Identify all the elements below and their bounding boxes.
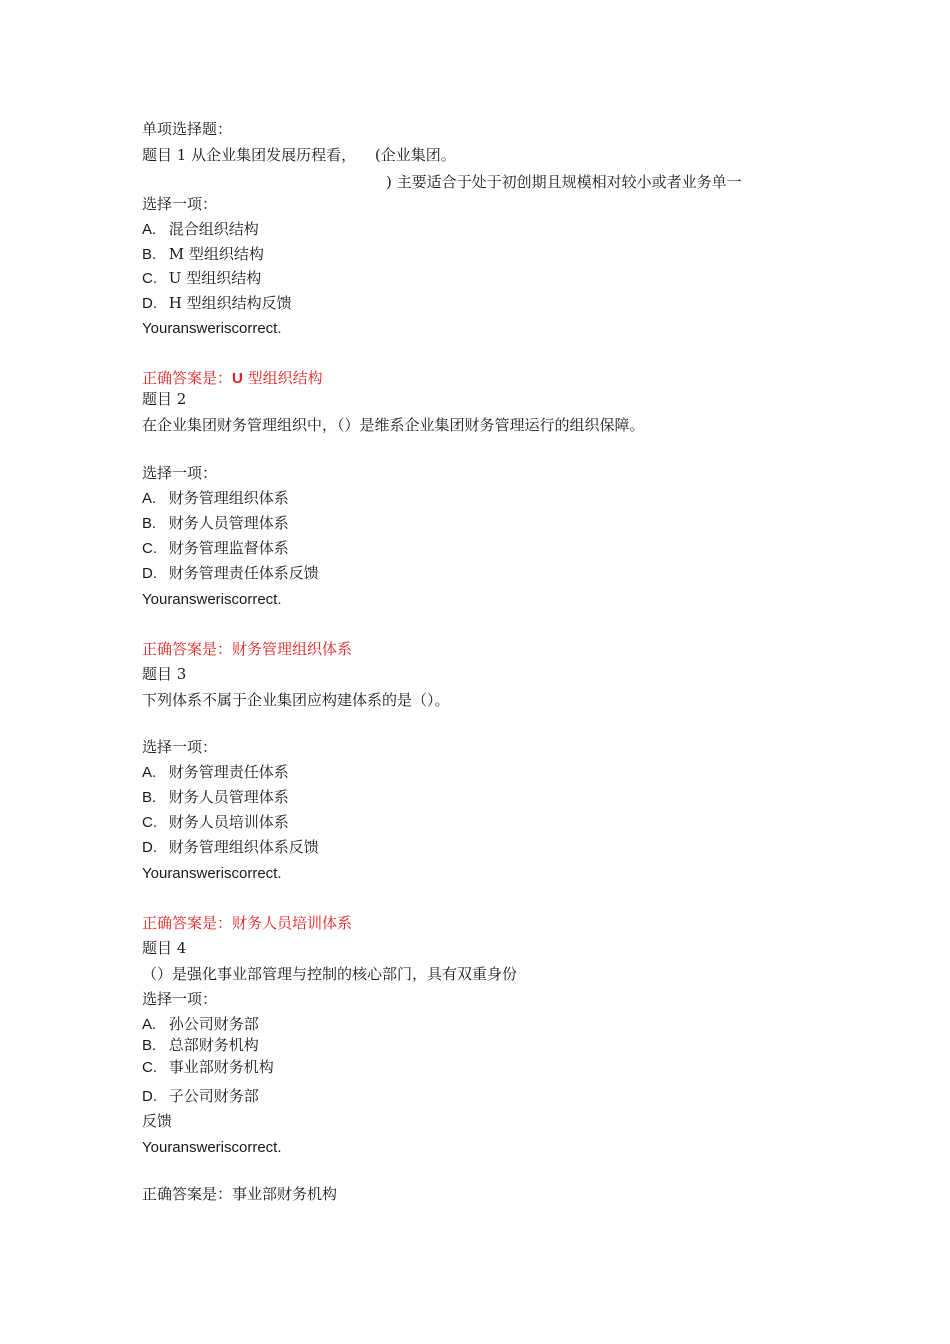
question-1-option-a[interactable] (142, 219, 259, 240)
question-2-choose-label: 选择一项： (142, 464, 218, 482)
option-letter: C. (142, 1059, 157, 1076)
option-text: H 型组织结构反馈 (168, 294, 292, 312)
option-text: 财务管理责任体系 (168, 763, 289, 781)
question-3-option-c[interactable] (142, 812, 289, 833)
option-text: 总部财务机构 (168, 1036, 259, 1054)
option-letter: B. (142, 1037, 157, 1054)
answer-latin: U (232, 370, 243, 387)
question-3-correct-answer: 正确答案是：财务人员培训体系 (142, 914, 353, 932)
question-3-title: 题目 3 (142, 665, 187, 683)
question-2-feedback: Youransweriscorrect. (142, 591, 282, 608)
question-4-option-d[interactable] (142, 1086, 259, 1107)
question-3-feedback: Youransweriscorrect. (142, 865, 282, 882)
question-4-option-b[interactable] (142, 1035, 259, 1056)
option-letter: C. (142, 814, 157, 831)
question-1-title-tail: (企业集团。 (374, 146, 456, 164)
question-2-correct-answer: 正确答案是：财务管理组织体系 (142, 640, 353, 658)
question-1-feedback: Youransweriscorrect. (142, 320, 282, 337)
option-letter: C. (142, 270, 157, 287)
question-2-option-d[interactable] (142, 563, 319, 584)
option-letter: D. (142, 565, 157, 582)
question-2-title: 题目 2 (142, 390, 187, 408)
question-4-choose-label: 选择一项： (142, 990, 218, 1008)
question-4-option-a[interactable] (142, 1014, 259, 1035)
question-2-option-b[interactable] (142, 513, 289, 534)
question-1-choose-label: 选择一项： (142, 195, 218, 213)
question-3-choose-label: 选择一项： (142, 738, 218, 756)
option-text: 财务人员培训体系 (168, 813, 289, 831)
question-3-option-d[interactable] (142, 837, 319, 858)
question-1-title-text: 题目 1 从企业集团发展历程看， (142, 146, 357, 164)
option-text: 混合组织结构 (168, 220, 259, 238)
option-text: 财务人员管理体系 (168, 788, 289, 806)
option-text: 子公司财务部 (168, 1087, 259, 1105)
question-4-feedback: Youransweriscorrect. (142, 1139, 282, 1156)
question-1-stem: ) 主要适合于处于初创期且规模相对较小或者业务单一 (386, 173, 742, 191)
question-1-title (142, 145, 456, 165)
option-text: 财务管理责任体系反馈 (168, 564, 319, 582)
option-letter: A. (142, 221, 157, 238)
question-4-correct-answer: 正确答案是：事业部财务机构 (142, 1185, 338, 1203)
option-text: M 型组织结构 (168, 245, 264, 263)
question-2-option-a[interactable] (142, 488, 289, 509)
section-title: 单项选择题： (142, 120, 233, 138)
option-letter: B. (142, 789, 157, 806)
option-text: 财务管理组织体系 (168, 489, 289, 507)
option-text: U 型组织结构 (168, 269, 262, 287)
question-4-feedback-label: 反馈 (142, 1112, 173, 1130)
answer-rest: 型组织结构 (242, 369, 323, 387)
option-letter: A. (142, 764, 157, 781)
option-text: 财务管理监督体系 (168, 539, 289, 557)
option-letter: A. (142, 1016, 157, 1033)
option-text: 孙公司财务部 (168, 1015, 259, 1033)
question-2-stem: 在企业集团财务管理组织中，（）是维系企业集团财务管理运行的组织保障。 (142, 416, 645, 434)
question-1-option-b[interactable] (142, 244, 264, 265)
question-2-option-c[interactable] (142, 538, 289, 559)
question-1-option-d[interactable] (142, 293, 292, 314)
option-text: 财务人员管理体系 (168, 514, 289, 532)
question-3-option-a[interactable] (142, 762, 289, 783)
option-letter: D. (142, 1088, 157, 1105)
question-1-option-c[interactable] (142, 268, 261, 289)
option-letter: D. (142, 295, 157, 312)
answer-prefix: 正确答案是： (142, 369, 233, 387)
option-letter: B. (142, 246, 157, 263)
question-3-stem: 下列体系不属于企业集团应构建体系的是（）。 (142, 691, 450, 709)
option-letter: D. (142, 839, 157, 856)
option-letter: B. (142, 515, 157, 532)
question-4-stem: （）是强化事业部管理与控制的核心部门，具有双重身份 (142, 965, 518, 983)
question-1-correct-answer (142, 368, 323, 389)
question-4-title: 题目 4 (142, 939, 187, 957)
question-3-option-b[interactable] (142, 787, 289, 808)
option-text: 事业部财务机构 (168, 1058, 274, 1076)
option-letter: C. (142, 540, 157, 557)
option-text: 财务管理组织体系反馈 (168, 838, 319, 856)
option-letter: A. (142, 490, 157, 507)
question-4-option-c[interactable] (142, 1057, 274, 1078)
